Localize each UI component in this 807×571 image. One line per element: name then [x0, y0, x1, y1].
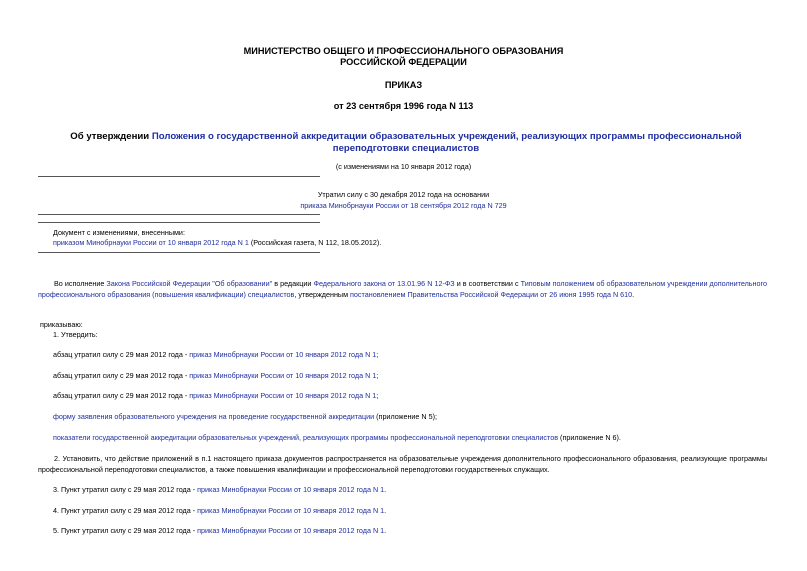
indicators-link[interactable]: показатели государственной аккредитации образовательных учреждений, реализующих программы профессиональной переподготовки специалистов	[53, 433, 559, 442]
expired-notice: Утратил силу с 30 декабря 2012 года на основании	[317, 190, 490, 199]
divider	[38, 214, 320, 215]
changes-line	[53, 238, 381, 247]
lapsed-end: ;	[376, 371, 379, 380]
point-end: .	[384, 526, 387, 535]
divider	[38, 222, 320, 223]
lapsed-end: ;	[376, 391, 379, 400]
form-link[interactable]: форму заявления образовательного учреждения на проведение государственной аккредитации	[53, 412, 375, 421]
point-text: 5. Пункт утратил силу с 29 мая 2012 года -	[53, 526, 198, 535]
document-type: ПРИКАЗ	[384, 80, 423, 90]
document-title	[36, 131, 776, 155]
form-suffix: (приложение N 5);	[374, 412, 438, 421]
item-1: 1. Утвердить:	[53, 330, 98, 339]
lapsed-end: ;	[376, 350, 379, 359]
indicators-suffix: (приложение N 6).	[558, 433, 621, 442]
ministry-line-1: МИНИСТЕРСТВО ОБЩЕГО И ПРОФЕССИОНАЛЬНОГО ОБРАЗОВАНИЯ	[243, 46, 564, 56]
document-date: от 23 сентября 1996 года N 113	[333, 101, 474, 111]
lapsed-link[interactable]: приказ Минобрнауки России от 10 января 2012 года N 1	[189, 391, 377, 400]
point-end: .	[384, 506, 387, 515]
lapsed-text: абзац утратил силу с 29 мая 2012 года -	[53, 371, 190, 380]
indicators-item	[53, 433, 621, 442]
form-item	[53, 412, 437, 421]
ministry-line-2: РОССИЙСКОЙ ФЕДЕРАЦИИ	[340, 57, 467, 67]
law-link[interactable]: Закона Российской Федерации "Об образовании"	[106, 279, 273, 288]
point-end: .	[384, 485, 387, 494]
changes-suffix: (Российская газета, N 112, 18.05.2012).	[248, 238, 382, 247]
changes-label: Документ с изменениями, внесенными:	[53, 228, 185, 237]
lapsed-text: абзац утратил силу с 29 мая 2012 года -	[53, 391, 190, 400]
preamble-text: и в соответствии с	[454, 279, 521, 288]
preamble-text: в редакции	[272, 279, 314, 288]
government-decree-link[interactable]: постановлением Правительства Российской Федерации от 26 июня 1995 года N 610	[350, 290, 633, 299]
amended-note: (с изменениями на 10 января 2012 года)	[335, 162, 472, 171]
expired-link[interactable]: приказа Минобрнауки России от 18 сентября 2012 года N 729	[300, 201, 507, 210]
point-5	[53, 526, 386, 535]
lapsed-text: абзац утратил силу с 29 мая 2012 года -	[53, 350, 190, 359]
model-regulation-link[interactable]: Типовым положением об образовательном учреждении дополнительного профессионального образования (повышения квалификации) специалистов	[38, 279, 767, 299]
title-prefix: Об утверждении	[70, 131, 152, 142]
preamble-text: .	[632, 290, 635, 299]
point-3	[53, 485, 386, 494]
lapsed-link[interactable]: приказ Минобрнауки России от 10 января 2012 года N 1	[189, 350, 377, 359]
point-link[interactable]: приказ Минобрнауки России от 10 января 2012 года N 1	[197, 526, 385, 535]
point-link[interactable]: приказ Минобрнауки России от 10 января 2012 года N 1	[197, 506, 385, 515]
order-word: приказываю:	[40, 320, 83, 329]
divider	[38, 252, 320, 253]
lapsed-paragraph	[53, 350, 378, 359]
preamble-text: , утвержденным	[294, 290, 351, 299]
point-text: 4. Пункт утратил силу с 29 мая 2012 года -	[53, 506, 198, 515]
preamble-paragraph	[38, 278, 767, 300]
divider	[38, 176, 320, 177]
point-text: 3. Пункт утратил силу с 29 мая 2012 года -	[53, 485, 198, 494]
lapsed-link[interactable]: приказ Минобрнауки России от 10 января 2012 года N 1	[189, 371, 377, 380]
point-link[interactable]: приказ Минобрнауки России от 10 января 2012 года N 1	[197, 485, 385, 494]
expired-link-row	[0, 201, 807, 210]
federal-law-link[interactable]: Федерального закона от 13.01.96 N 12-ФЗ	[313, 279, 455, 288]
preamble-text: Во исполнение	[54, 279, 107, 288]
title-link[interactable]: Положения о государственной аккредитации образовательных учреждений, реализующих программы профессиональной переподготовки специалистов	[151, 131, 742, 154]
changes-link[interactable]: приказом Минобрнауки России от 10 января 2012 года N 1	[53, 238, 249, 247]
point-4	[53, 506, 386, 515]
lapsed-paragraph	[53, 371, 378, 380]
lapsed-paragraph	[53, 391, 378, 400]
item-2: 2. Установить, что действие приложений в п.1 настоящего приказа документов распространяется на образовательные учреждения дополнительного профессионального образования, реализующие программы профессиональной переподготовки специалистов, а также повышения квалификации и профессиональной переподготовки государственных служащих.	[38, 454, 767, 474]
